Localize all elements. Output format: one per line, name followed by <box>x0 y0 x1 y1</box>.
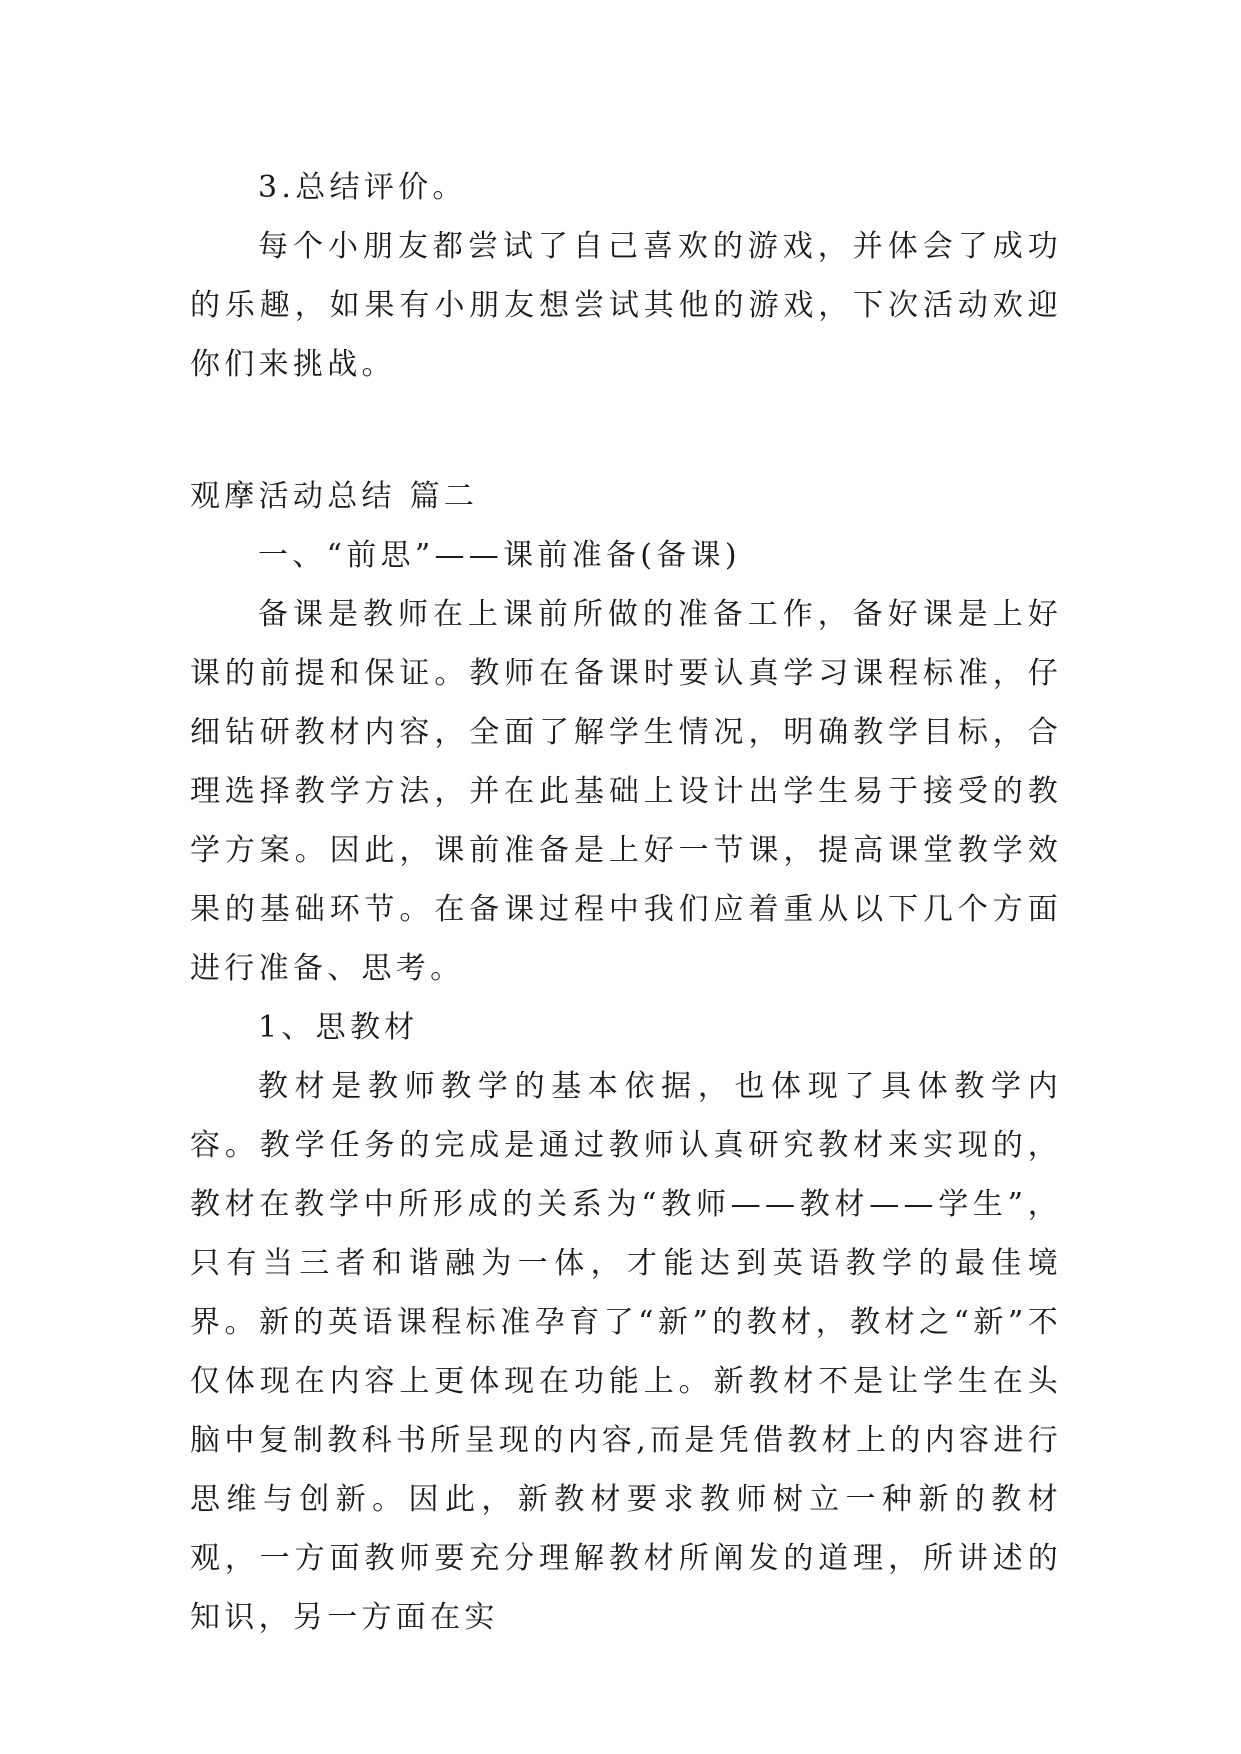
paragraph-lesson-prep: 备课是教师在上课前所做的准备工作，备好课是上好课的前提和保证。教师在备课时要认真学习课程标准，仔细钻研教材内容，全面了解学生情况，明确教学目标，合理选择教学方法，并在此基础上设计出学生易于接受的教学方案。因此，课前准备是上好一节课，提高课堂教学效果的基础环节。在备课过程中我们应着重从以下几个方面进行准备、思考。 <box>190 597 1062 986</box>
paragraph-summary-text: 每个小朋友都尝试了自己喜欢的游戏，并体会了成功的乐趣，如果有小朋友想尝试其他的游戏，下次活动欢迎你们来挑战。 <box>190 229 1062 382</box>
subheading-textbook: 1、思教材 <box>258 1010 419 1045</box>
list-item-summary: 3.总结评价。 <box>258 170 467 205</box>
section-spacer <box>190 394 1062 467</box>
document-body <box>190 158 1062 1647</box>
section-heading: 观摩活动总结 篇二 <box>190 479 479 514</box>
paragraph-textbook: 教材是教师教学的基本依据，也体现了具体教学内容。教学任务的完成是通过教师认真研究教材来实现的，教材在教学中所形成的关系为“教师——教材——学生”，只有当三者和谐融为一体，才能达到英语教学的最佳境界。新的英语课程标准孕育了“新”的教材，教材之“新”不仅体现在内容上更体现在功能上。新教材不是让学生在头脑中复制教科书所呈现的内容,而是凭借教材上的内容进行思维与创新。因此，新教材要求教师树立一种新的教材观，一方面教师要充分理解教材所阐发的道理，所讲述的知识，另一方面在实 <box>190 1069 1062 1635</box>
subheading-preparation: 一、“前思”——课前准备(备课) <box>258 538 741 573</box>
